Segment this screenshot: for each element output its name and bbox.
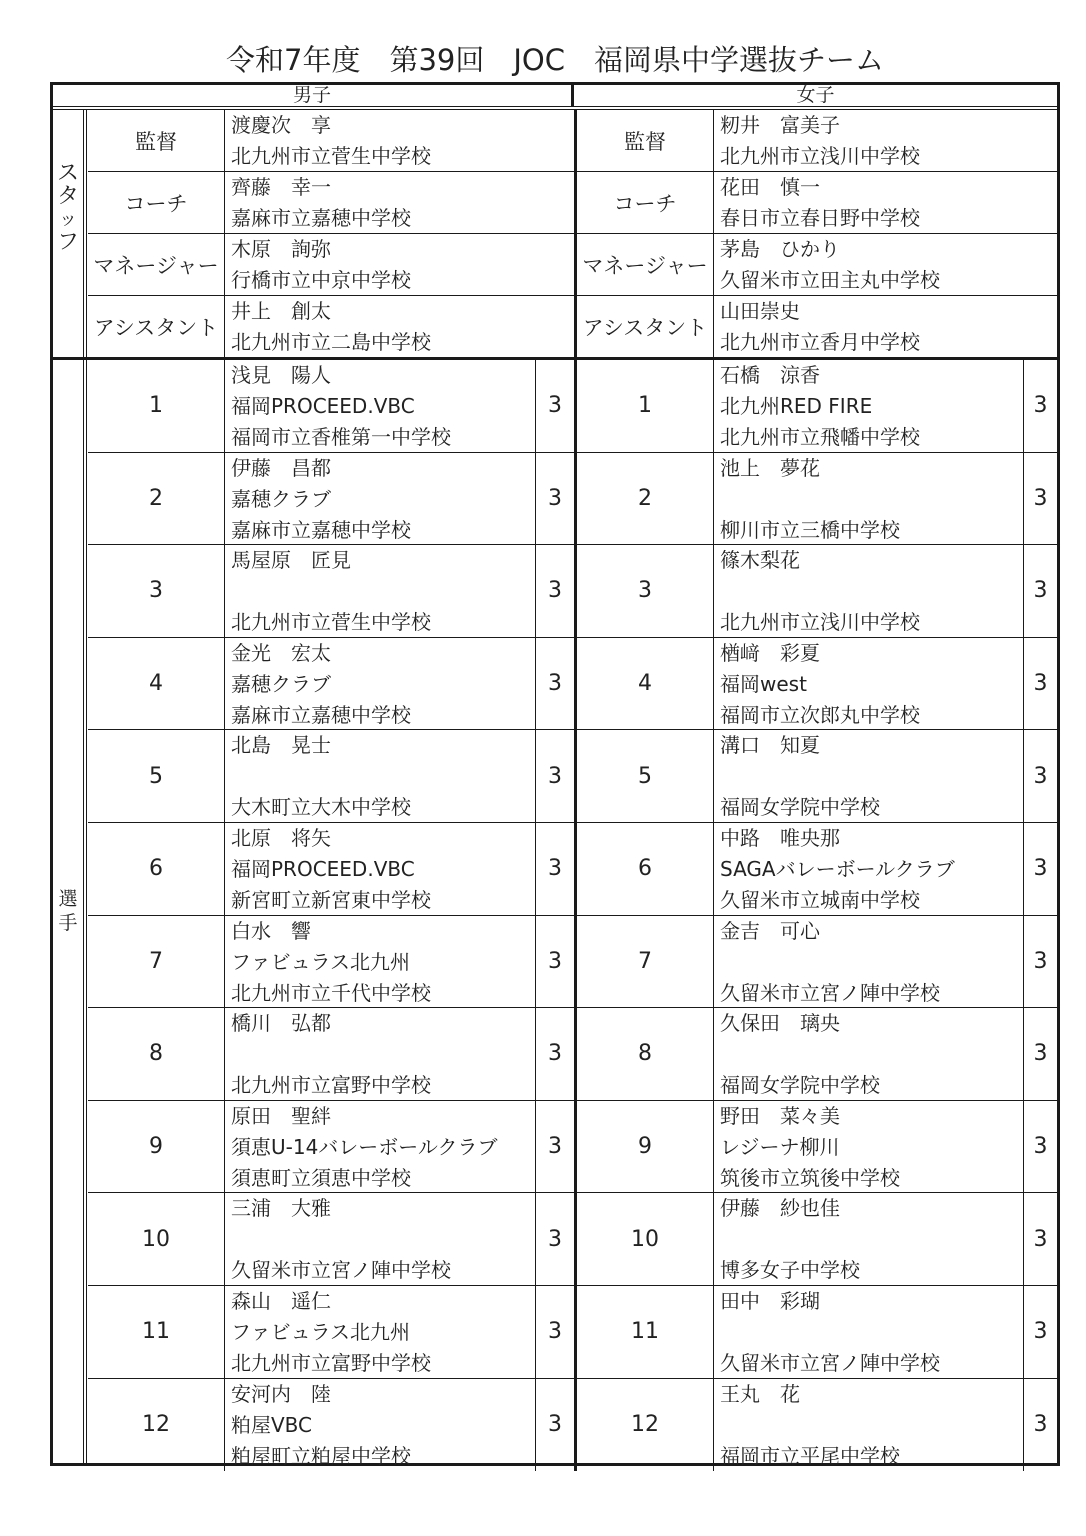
player-school: 福岡市立次郎丸中学校: [720, 702, 920, 727]
player-row: [88, 453, 1057, 546]
player-row: [88, 730, 1057, 823]
player-row: [88, 1379, 1057, 1472]
player-grade-girls: 3: [1023, 1286, 1057, 1378]
player-school: 柳川市立三橋中学校: [720, 517, 900, 542]
player-grade-girls: 3: [1023, 638, 1057, 730]
player-row: [88, 1286, 1057, 1379]
staff-info-girls: [713, 234, 1057, 295]
player-number-boys: 9: [149, 1134, 163, 1160]
player-number-boys: 3: [149, 578, 163, 604]
player-name: 原田 聖絆: [231, 1103, 331, 1128]
staff-role-boys: 監督: [135, 129, 177, 154]
players-label-char: 手: [58, 912, 78, 934]
staff-name: 木原 詢弥: [231, 237, 331, 261]
staff-school: 久留米市立田主丸中学校: [720, 268, 940, 292]
staff-section: [53, 110, 1057, 360]
player-school: 須恵町立須恵中学校: [231, 1165, 411, 1190]
player-info-boys: [224, 1101, 535, 1193]
player-grade-girls: 3: [1023, 1379, 1057, 1472]
player-school: 福岡女学院中学校: [720, 795, 880, 820]
player-grade-girls: 3: [1023, 453, 1057, 545]
player-name: 三浦 大雅: [231, 1196, 331, 1221]
player-grade-girls: 3: [1023, 1193, 1057, 1285]
staff-name: 井上 創太: [231, 299, 331, 323]
staff-row: [88, 172, 1057, 234]
player-name: 北原 将矢: [231, 826, 331, 850]
player-grade-girls: 3: [1023, 1008, 1057, 1100]
staff-info-girls: [713, 172, 1057, 233]
player-school: 北九州市立千代中学校: [231, 980, 431, 1005]
player-school: 嘉麻市立嘉穂中学校: [231, 517, 411, 542]
player-grade-boys: 3: [535, 638, 574, 730]
player-school: 福岡女学院中学校: [720, 1073, 880, 1098]
player-school: 久留米市立宮ノ陣中学校: [231, 1258, 451, 1283]
player-school: 福岡市立平尾中学校: [720, 1443, 900, 1468]
player-name: 田中 彩瑚: [720, 1289, 820, 1313]
staff-label-char: ス: [56, 161, 79, 186]
player-club: 福岡PROCEED.VBC: [231, 394, 415, 418]
player-name: 溝口 知夏: [720, 733, 820, 758]
staff-school: 北九州市立浅川中学校: [720, 144, 920, 168]
staff-row: [88, 234, 1057, 296]
staff-info-boys: [224, 172, 574, 233]
player-name: 久保田 璃央: [720, 1011, 840, 1036]
staff-name: 花田 慎一: [720, 175, 820, 199]
player-row: [88, 1101, 1057, 1194]
player-grade-girls: 3: [1023, 1101, 1057, 1193]
staff-school: 北九州市立二島中学校: [231, 330, 431, 354]
staff-school: 北九州市立香月中学校: [720, 330, 920, 354]
player-info-boys: [224, 638, 535, 730]
player-row: [88, 545, 1057, 638]
player-number-boys: 4: [149, 671, 163, 697]
player-club: 北九州RED FIRE: [720, 394, 873, 418]
player-club: レジーナ柳川: [720, 1134, 840, 1159]
players-side-label: [53, 360, 87, 1463]
staff-school: 嘉麻市立嘉穂中学校: [231, 206, 411, 230]
player-club: [720, 761, 1023, 792]
player-club: [720, 1410, 1023, 1441]
player-club: 嘉穂クラブ: [231, 486, 331, 511]
player-info-boys: [224, 823, 535, 915]
player-grade-boys: 3: [535, 1193, 574, 1285]
player-club: [720, 576, 1023, 607]
player-name: 篠木梨花: [720, 548, 800, 573]
player-grade-girls: 3: [1023, 360, 1057, 452]
player-name: 馬屋原 匠見: [231, 548, 351, 573]
player-club: 須恵U-14バレーボールクラブ: [231, 1134, 498, 1159]
player-school: 嘉麻市立嘉穂中学校: [231, 702, 411, 727]
player-row: [88, 360, 1057, 453]
staff-info-boys: [224, 296, 574, 358]
player-school: 北九州市立富野中学校: [231, 1351, 431, 1375]
player-name: 金吉 可心: [720, 918, 820, 943]
player-number-boys: 5: [149, 763, 163, 789]
player-number-girls: 4: [574, 638, 713, 730]
player-number-girls: 3: [574, 545, 713, 637]
player-number-girls: 7: [574, 916, 713, 1008]
player-name: 池上 夢花: [720, 455, 820, 480]
player-info-girls: [713, 1101, 1023, 1193]
player-school: 大木町立大木中学校: [231, 795, 411, 820]
staff-name: 山田崇史: [720, 299, 800, 323]
player-info-boys: [224, 1008, 535, 1100]
staff-name: 齊藤 幸一: [231, 175, 331, 199]
player-number-girls: 2: [574, 453, 713, 545]
staff-role-boys: アシスタント: [93, 316, 219, 340]
staff-school: 北九州市立菅生中学校: [231, 144, 431, 168]
player-number-girls: 1: [574, 360, 713, 452]
player-club: [720, 1039, 1023, 1070]
player-number-boys: 11: [142, 1319, 170, 1345]
gender-header: [53, 85, 1057, 110]
player-info-girls: [713, 638, 1023, 730]
staff-role-girls: 監督: [574, 110, 713, 171]
player-name: 中路 唯央那: [720, 826, 840, 850]
player-row: [88, 916, 1057, 1009]
player-grade-boys: 3: [535, 916, 574, 1008]
player-number-boys: 10: [142, 1226, 170, 1252]
player-number-boys: 12: [142, 1412, 170, 1438]
player-grade-boys: 3: [535, 1379, 574, 1472]
player-info-boys: [224, 453, 535, 545]
staff-role-boys: コーチ: [124, 191, 188, 216]
player-info-boys: [224, 1193, 535, 1285]
player-name: 伊藤 紗也佳: [720, 1196, 840, 1221]
player-name: 野田 菜々美: [720, 1103, 840, 1128]
player-number-girls: 11: [574, 1286, 713, 1378]
player-school: 久留米市立城南中学校: [720, 888, 920, 912]
player-number-girls: 5: [574, 730, 713, 822]
player-grade-girls: 3: [1023, 823, 1057, 915]
player-number-boys: 1: [149, 393, 163, 419]
player-info-boys: [224, 730, 535, 822]
player-info-girls: [713, 916, 1023, 1008]
player-row: [88, 1008, 1057, 1101]
staff-role-boys: マネージャー: [93, 253, 219, 278]
player-name: 石橋 涼香: [720, 363, 820, 387]
staff-label-char: ッ: [59, 209, 77, 230]
player-club: SAGAバレーボールクラブ: [720, 857, 955, 881]
player-club: [231, 1224, 535, 1255]
staff-side-label: [53, 110, 87, 357]
player-info-girls: [713, 1008, 1023, 1100]
players-section: [53, 360, 1057, 1468]
player-club: ファビュラス北九州: [231, 1320, 410, 1344]
player-grade-boys: 3: [535, 545, 574, 637]
player-number-girls: 8: [574, 1008, 713, 1100]
players-label-char: 選: [58, 888, 78, 910]
player-grade-girls: 3: [1023, 730, 1057, 822]
player-name: 金光 宏太: [231, 640, 331, 665]
staff-info-girls: [713, 110, 1057, 171]
player-name: 王丸 花: [720, 1381, 800, 1406]
player-number-girls: 9: [574, 1101, 713, 1193]
player-number-girls: 10: [574, 1193, 713, 1285]
staff-label-char: タ: [56, 184, 79, 209]
player-school: 久留米市立宮ノ陣中学校: [720, 1351, 940, 1375]
player-club: [720, 484, 1023, 515]
staff-role-girls: マネージャー: [574, 234, 713, 295]
player-club: [231, 1039, 535, 1070]
player-grade-girls: 3: [1023, 545, 1057, 637]
player-name: 浅見 陽人: [231, 363, 331, 387]
player-club: [231, 761, 535, 792]
player-info-girls: [713, 823, 1023, 915]
player-club: [231, 576, 535, 607]
player-school: 北九州市立浅川中学校: [720, 610, 920, 635]
player-school: 筑後市立筑後中学校: [720, 1165, 900, 1190]
player-grade-boys: 3: [535, 453, 574, 545]
staff-name: 籾井 富美子: [720, 113, 840, 137]
player-school: 北九州市立飛幡中学校: [720, 425, 920, 449]
player-school: 福岡市立香椎第一中学校: [231, 425, 451, 449]
girls-header: 女子: [796, 84, 835, 106]
player-school: 新宮町立新宮東中学校: [231, 888, 431, 912]
player-number-girls: 12: [574, 1379, 713, 1472]
player-name: 森山 遥仁: [231, 1289, 331, 1313]
boys-header: 男子: [53, 85, 574, 106]
roster-table: [50, 82, 1060, 1466]
player-number-boys: 6: [149, 856, 163, 882]
page-title: 令和7年度 第39回 JOC 福岡県中学選抜チーム: [226, 43, 884, 77]
staff-name: 渡慶次 享: [231, 113, 331, 137]
player-name: 白水 響: [231, 918, 311, 943]
player-info-girls: [713, 453, 1023, 545]
staff-label-char: フ: [56, 230, 79, 255]
player-number-boys: 8: [149, 1041, 163, 1067]
player-name: 安河内 陸: [231, 1381, 331, 1406]
staff-row: [88, 296, 1057, 358]
player-club: 粕屋VBC: [231, 1412, 313, 1437]
player-name: 伊藤 昌都: [231, 455, 331, 480]
player-info-girls: [713, 545, 1023, 637]
staff-info-boys: [224, 234, 574, 295]
player-row: [88, 823, 1057, 916]
player-info-girls: [713, 730, 1023, 822]
player-school: 北九州市立富野中学校: [231, 1073, 431, 1098]
player-school: 博多女子中学校: [720, 1258, 860, 1283]
staff-role-girls: コーチ: [574, 172, 713, 233]
player-number-boys: 2: [149, 485, 163, 511]
player-info-boys: [224, 1379, 535, 1472]
player-row: [88, 1193, 1057, 1286]
player-school: 北九州市立菅生中学校: [231, 610, 431, 635]
player-info-boys: [224, 545, 535, 637]
player-club: [720, 947, 1023, 978]
staff-info-girls: [713, 296, 1057, 358]
player-club: ファビュラス北九州: [231, 949, 410, 974]
player-number-girls: 6: [574, 823, 713, 915]
player-grade-boys: 3: [535, 360, 574, 452]
staff-role-girls: アシスタント: [574, 296, 713, 358]
staff-info-boys: [224, 110, 574, 171]
player-club: 嘉穂クラブ: [231, 671, 331, 696]
player-info-girls: [713, 1379, 1023, 1472]
player-info-girls: [713, 1193, 1023, 1285]
player-row: [88, 638, 1057, 731]
staff-school: 春日市立春日野中学校: [720, 206, 920, 230]
player-grade-boys: 3: [535, 823, 574, 915]
staff-school: 行橋市立中京中学校: [231, 268, 411, 292]
player-school: 久留米市立宮ノ陣中学校: [720, 980, 940, 1005]
player-name: 楢﨑 彩夏: [720, 640, 820, 665]
player-info-boys: [224, 360, 535, 452]
player-number-boys: 7: [149, 948, 163, 974]
player-club: [720, 1317, 1023, 1348]
player-info-boys: [224, 916, 535, 1008]
player-info-girls: [713, 1286, 1023, 1378]
player-info-boys: [224, 1286, 535, 1378]
player-school: 粕屋町立粕屋中学校: [231, 1443, 411, 1468]
staff-row: [88, 110, 1057, 172]
player-club: 福岡PROCEED.VBC: [231, 857, 415, 881]
player-club: [720, 1224, 1023, 1255]
player-club: 福岡west: [720, 671, 807, 696]
player-grade-boys: 3: [535, 1008, 574, 1100]
player-grade-boys: 3: [535, 1101, 574, 1193]
player-grade-girls: 3: [1023, 916, 1057, 1008]
player-name: 橋川 弘都: [231, 1011, 331, 1036]
player-grade-boys: 3: [535, 1286, 574, 1378]
player-info-girls: [713, 360, 1023, 452]
player-name: 北島 晃士: [231, 733, 331, 758]
player-grade-boys: 3: [535, 730, 574, 822]
staff-name: 茅島 ひかり: [720, 237, 840, 261]
